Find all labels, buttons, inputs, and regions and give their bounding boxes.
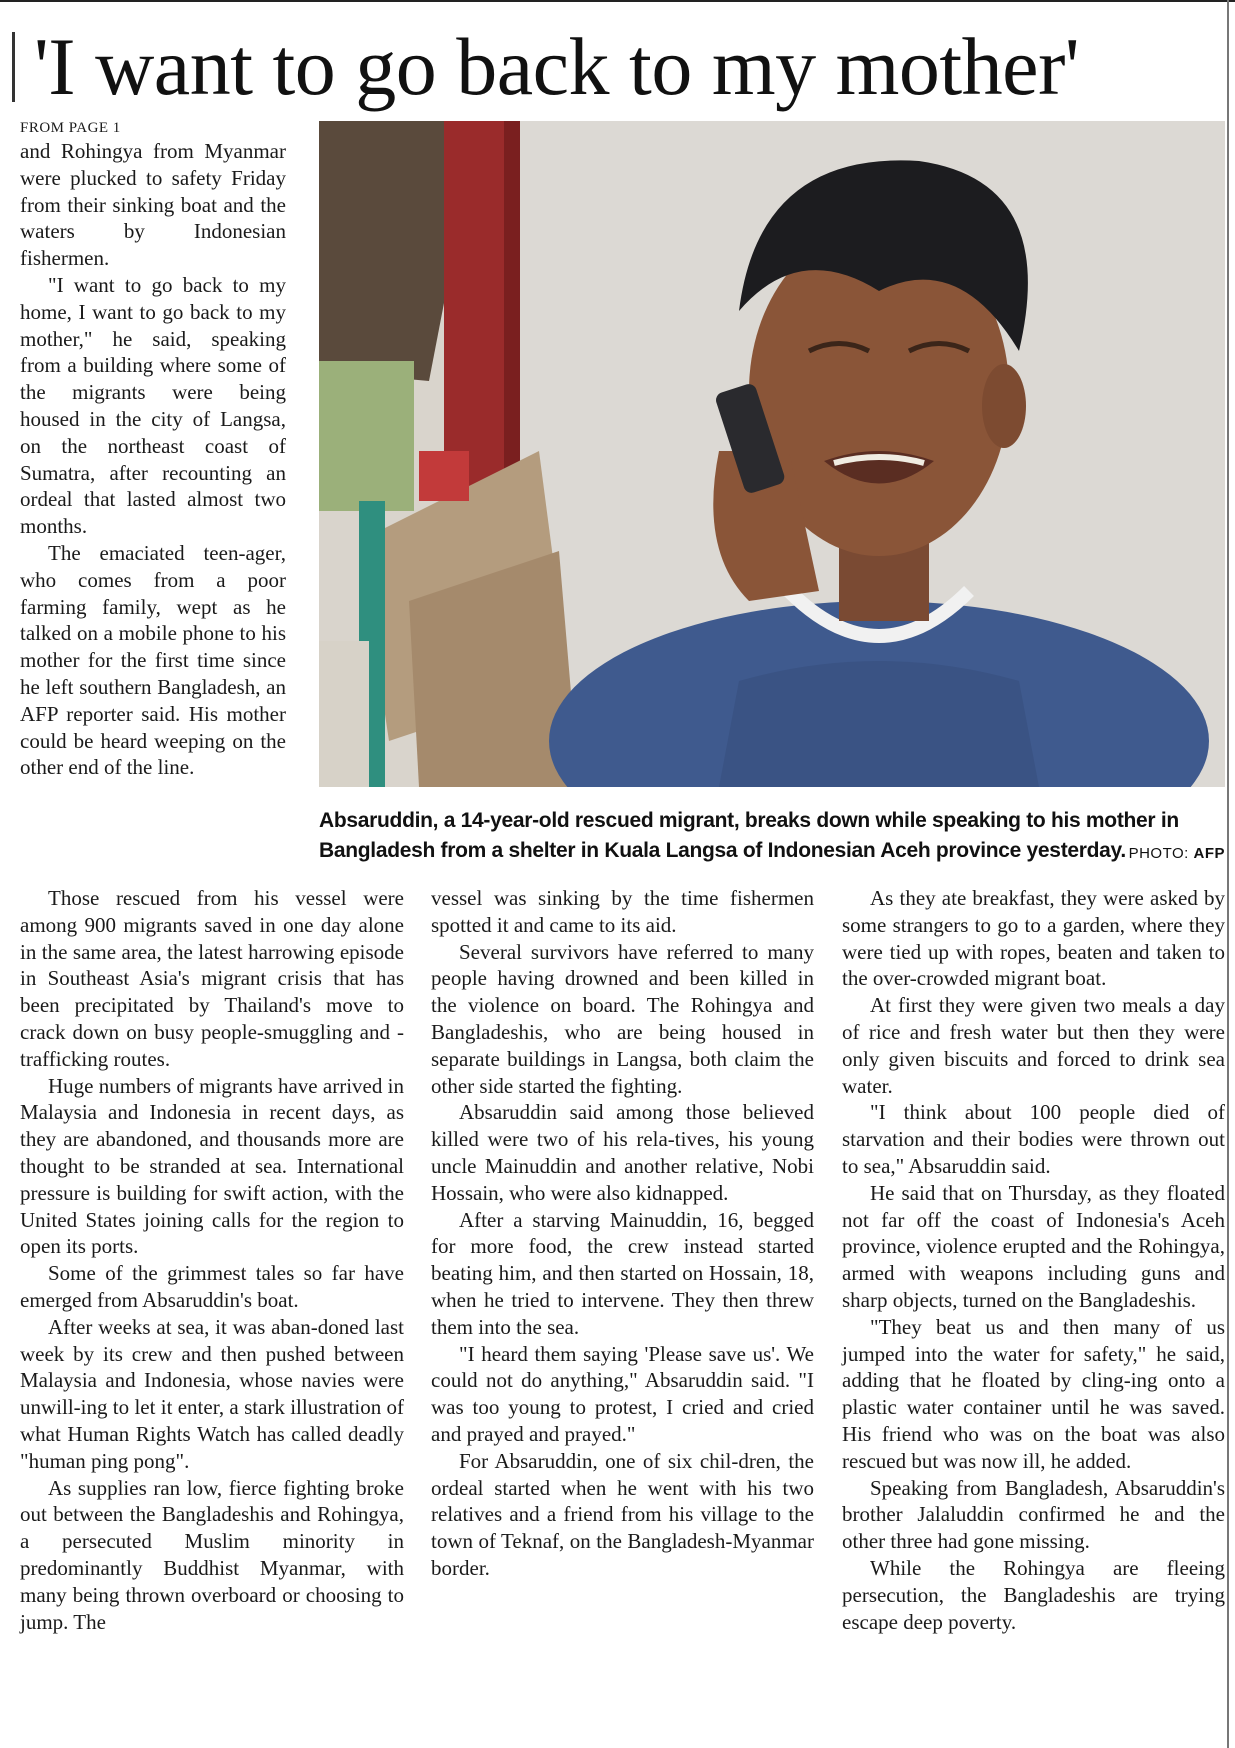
- top-rule: [0, 0, 1235, 2]
- article-column-3: [431, 885, 814, 1582]
- article-paragraph: "I heard them saying 'Please save us'. We could not do anything," Absaruddin said. "I was too young to protest, I cried and cried and prayed and prayed.": [431, 1341, 814, 1446]
- article-paragraph: The emaciated teen-ager, who comes from a poor farming family, wept as he talked on a mobile phone to his mother for the first time since he left southern Bangladesh, an AFP reporter said. His mother could be heard weeping on the other end of the line.: [20, 540, 286, 780]
- jump-label: FROM PAGE 1: [20, 120, 121, 136]
- article-paragraph: and Rohingya from Myanmar were plucked to safety Friday from their sinking boat and the waters by Indonesian fishermen.: [20, 139, 286, 271]
- article-paragraph: "They beat us and then many of us jumped into the water for safety," he said, adding that he floated by cling-ing onto a plastic water container until he was saved. His friend who was on the boat was also rescued but was now ill, he added.: [842, 1314, 1225, 1473]
- article-paragraph: Some of the grimmest tales so far have emerged from Absaruddin's boat.: [20, 1261, 404, 1312]
- credit-label: PHOTO:: [1128, 845, 1189, 862]
- article-paragraph: Absaruddin said among those believed killed were two of his rela-tives, his young uncle Mainuddin and another relative, Nobi Hossain, who were also kidnapped.: [431, 1100, 814, 1205]
- credit-source: AFP: [1193, 845, 1225, 862]
- photo-caption: [319, 806, 1225, 869]
- article-paragraph: Speaking from Bangladesh, Absaruddin's brother Jalaluddin confirmed he and the other three had gone missing.: [842, 1475, 1225, 1554]
- headline-bar: [12, 32, 15, 102]
- right-rule: [1227, 0, 1229, 1748]
- caption-text: Absaruddin, a 14-year-old rescued migrant, breaks down while speaking to his mother in Bangladesh from a shelter in Kuala Langsa of Indonesian Aceh province yesterday.: [319, 809, 1179, 862]
- article-paragraph: "I think about 100 people died of starvation and their bodies were thrown out to sea," Absaruddin said.: [842, 1100, 1225, 1178]
- headline: 'I want to go back to my mother': [34, 21, 1080, 112]
- article-paragraph: He said that on Thursday, as they floated not far off the coast of Indonesia's Aceh province, violence erupted and the Rohingya, armed with weapons including guns and sharp objects, turned on the Bangladeshis.: [842, 1180, 1225, 1312]
- news-photo: [319, 121, 1225, 787]
- article-column-2: [20, 885, 404, 1635]
- article-paragraph: vessel was sinking by the time fishermen spotted it and came to its aid.: [431, 886, 814, 937]
- article-paragraph: After a starving Mainuddin, 16, begged for more food, the crew instead started beating him, and then started on Hossain, 18, when he tried to intervene. They then threw them into the sea.: [431, 1207, 814, 1339]
- article-paragraph: At first they were given two meals a day of rice and fresh water but then they were only given biscuits and forced to drink sea water.: [842, 993, 1225, 1098]
- article-paragraph: While the Rohingya are fleeing persecution, the Bangladeshis are trying escape deep poverty.: [842, 1555, 1225, 1634]
- article-paragraph: As supplies ran low, fierce fighting broke out between the Bangladeshis and Rohingya, a persecuted Muslim minority in predominantly Buddhist Myanmar, with many being thrown overboard or choosing to jump. The: [20, 1475, 404, 1634]
- photo-illustration: [319, 121, 1225, 787]
- article-paragraph: After weeks at sea, it was aban-doned last week by its crew and then pushed between Malaysia and Indonesia, whose navies were unwill-ing to let it enter, a stark illustration of what Human Rights Watch has called deadly "human ping pong".: [20, 1314, 404, 1473]
- article-paragraph: Those rescued from his vessel were among 900 migrants saved in one day alone in the same area, the latest harrowing episode in Southeast Asia's migrant crisis that has been precipitated by Thailand's move to crack down on busy people-smuggling and -trafficking routes.: [20, 886, 404, 1071]
- article-paragraph: Huge numbers of migrants have arrived in Malaysia and Indonesia in recent days, as they are abandoned, and thousands more are thought to be stranded at sea. International pressure is building for swift action, with the United States joining calls for the region to open its ports.: [20, 1073, 404, 1259]
- article-paragraph: "I want to go back to my home, I want to go back to my mother," he said, speaking from a building where some of the migrants were being housed in the city of Langsa, on the northeast coast of Sumatra, after recounting an ordeal that lasted almost two months.: [20, 272, 286, 539]
- article-paragraph: For Absaruddin, one of six chil-dren, the ordeal started when he went with his two relatives and a friend from his village to the town of Teknaf, on the Bangladesh-Myanmar border.: [431, 1448, 814, 1580]
- article-paragraph: Several survivors have referred to many people having drowned and been killed in the violence on board. The Rohingya and Bangladeshis, who are being housed in separate buildings in Langsa, both claim the other side started the fighting.: [431, 939, 814, 1098]
- photo-credit: [1129, 839, 1225, 869]
- article-column-4: [842, 885, 1225, 1635]
- article-column-1: [20, 118, 286, 781]
- article-paragraph: As they ate breakfast, they were asked by some strangers to go to a garden, where they were tied up with ropes, beaten and taken to the over-crowded migrant boat.: [842, 886, 1225, 991]
